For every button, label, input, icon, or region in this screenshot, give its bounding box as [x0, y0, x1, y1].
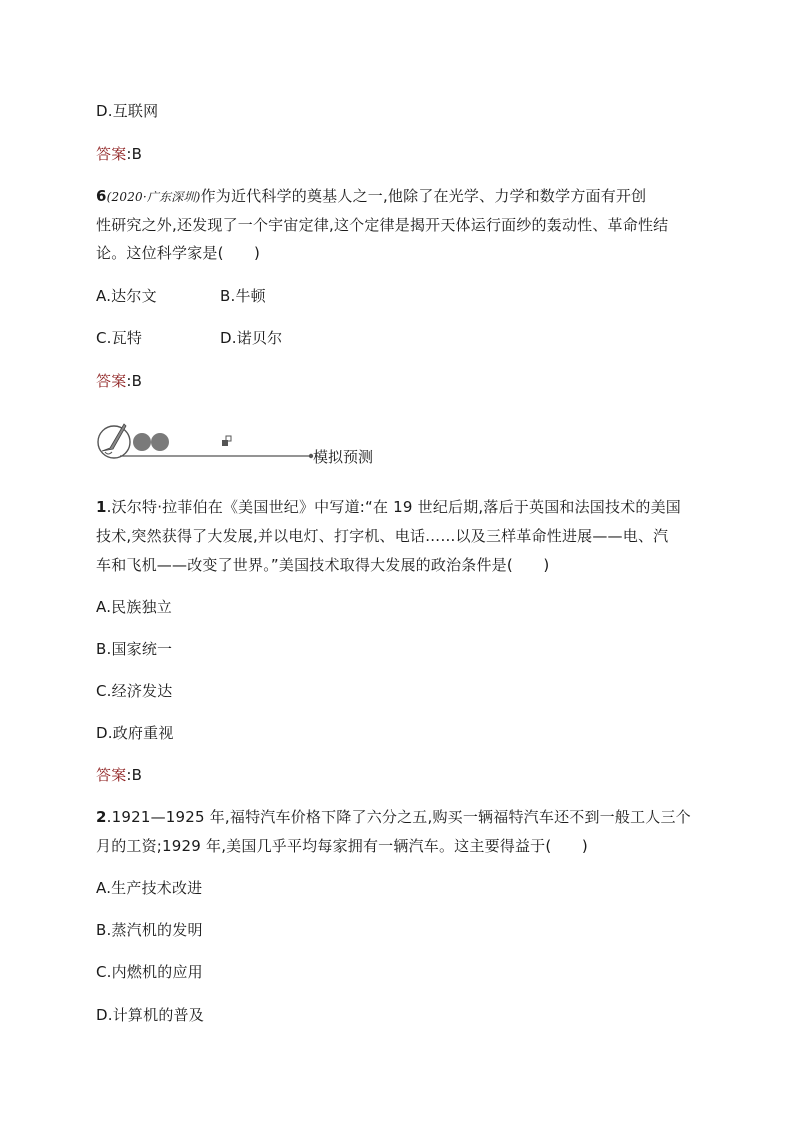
question-text: .1921—1925 年,福特汽车价格下降了六分之五,购买一辆福特汽车还不到一般工人三个 [106, 808, 691, 826]
question-number: 6 [96, 187, 107, 205]
answer-line [96, 371, 142, 391]
option-d: D.计算机的普及 [96, 1006, 204, 1024]
option-a: A.生产技术改进 [96, 879, 203, 897]
answer-value: :B [126, 145, 143, 163]
option-c: C.经济发达 [96, 682, 173, 700]
question-text: .沃尔特·拉菲伯在《美国世纪》中写道:“在 19 世纪后期,落后于英国和法国技术的美国 [106, 498, 681, 516]
question-text: 作为近代科学的奠基人之一,他除了在光学、力学和数学方面有开创 [200, 187, 647, 205]
question-6-line-2: 性研究之外,还发现了一个宇宙定律,这个定律是揭开天体运行面纱的轰动性、革命性结 [96, 216, 669, 234]
answer-line [96, 144, 142, 164]
section-title: 模拟预测 [313, 448, 374, 466]
question-1-line-2: 技术,突然获得了大发展,并以电灯、打字机、电话……以及三样革命性进展——电、汽 [96, 527, 669, 545]
option-c: C.内燃机的应用 [96, 963, 203, 981]
question-6-line-1 [96, 186, 646, 207]
answer-label: 答案 [96, 766, 127, 784]
question-2-line-1 [96, 807, 691, 827]
question-number: 1 [96, 498, 107, 516]
option-b: B.蒸汽机的发明 [96, 921, 203, 939]
option-d: D.互联网 [96, 102, 159, 120]
option-d: D.诺贝尔 [220, 329, 283, 347]
option-d: D.政府重视 [96, 724, 174, 742]
question-1-line-3: 车和飞机——改变了世界。”美国技术取得大发展的政治条件是( ) [96, 556, 550, 574]
question-number: 2 [96, 808, 107, 826]
question-1-line-1 [96, 497, 681, 517]
answer-value: :B [126, 766, 143, 784]
question-2-line-2: 月的工资;1929 年,美国几乎平均每家拥有一辆汽车。这主要得益于( ) [96, 837, 588, 855]
answer-label: 答案 [96, 145, 127, 163]
answer-label: 答案 [96, 372, 127, 390]
option-b: B.国家统一 [96, 640, 173, 658]
option-c: C.瓦特 [96, 329, 143, 347]
answer-value: :B [126, 372, 143, 390]
question-6-line-3: 论。这位科学家是( ) [96, 244, 261, 262]
question-source: (2020·广东深圳) [106, 190, 201, 204]
option-b: B.牛顿 [220, 287, 266, 305]
answer-line [96, 765, 142, 785]
option-a: A.达尔文 [96, 287, 157, 305]
options-row-1 [96, 286, 396, 306]
option-a: A.民族独立 [96, 598, 172, 616]
options-row-2 [96, 328, 396, 348]
